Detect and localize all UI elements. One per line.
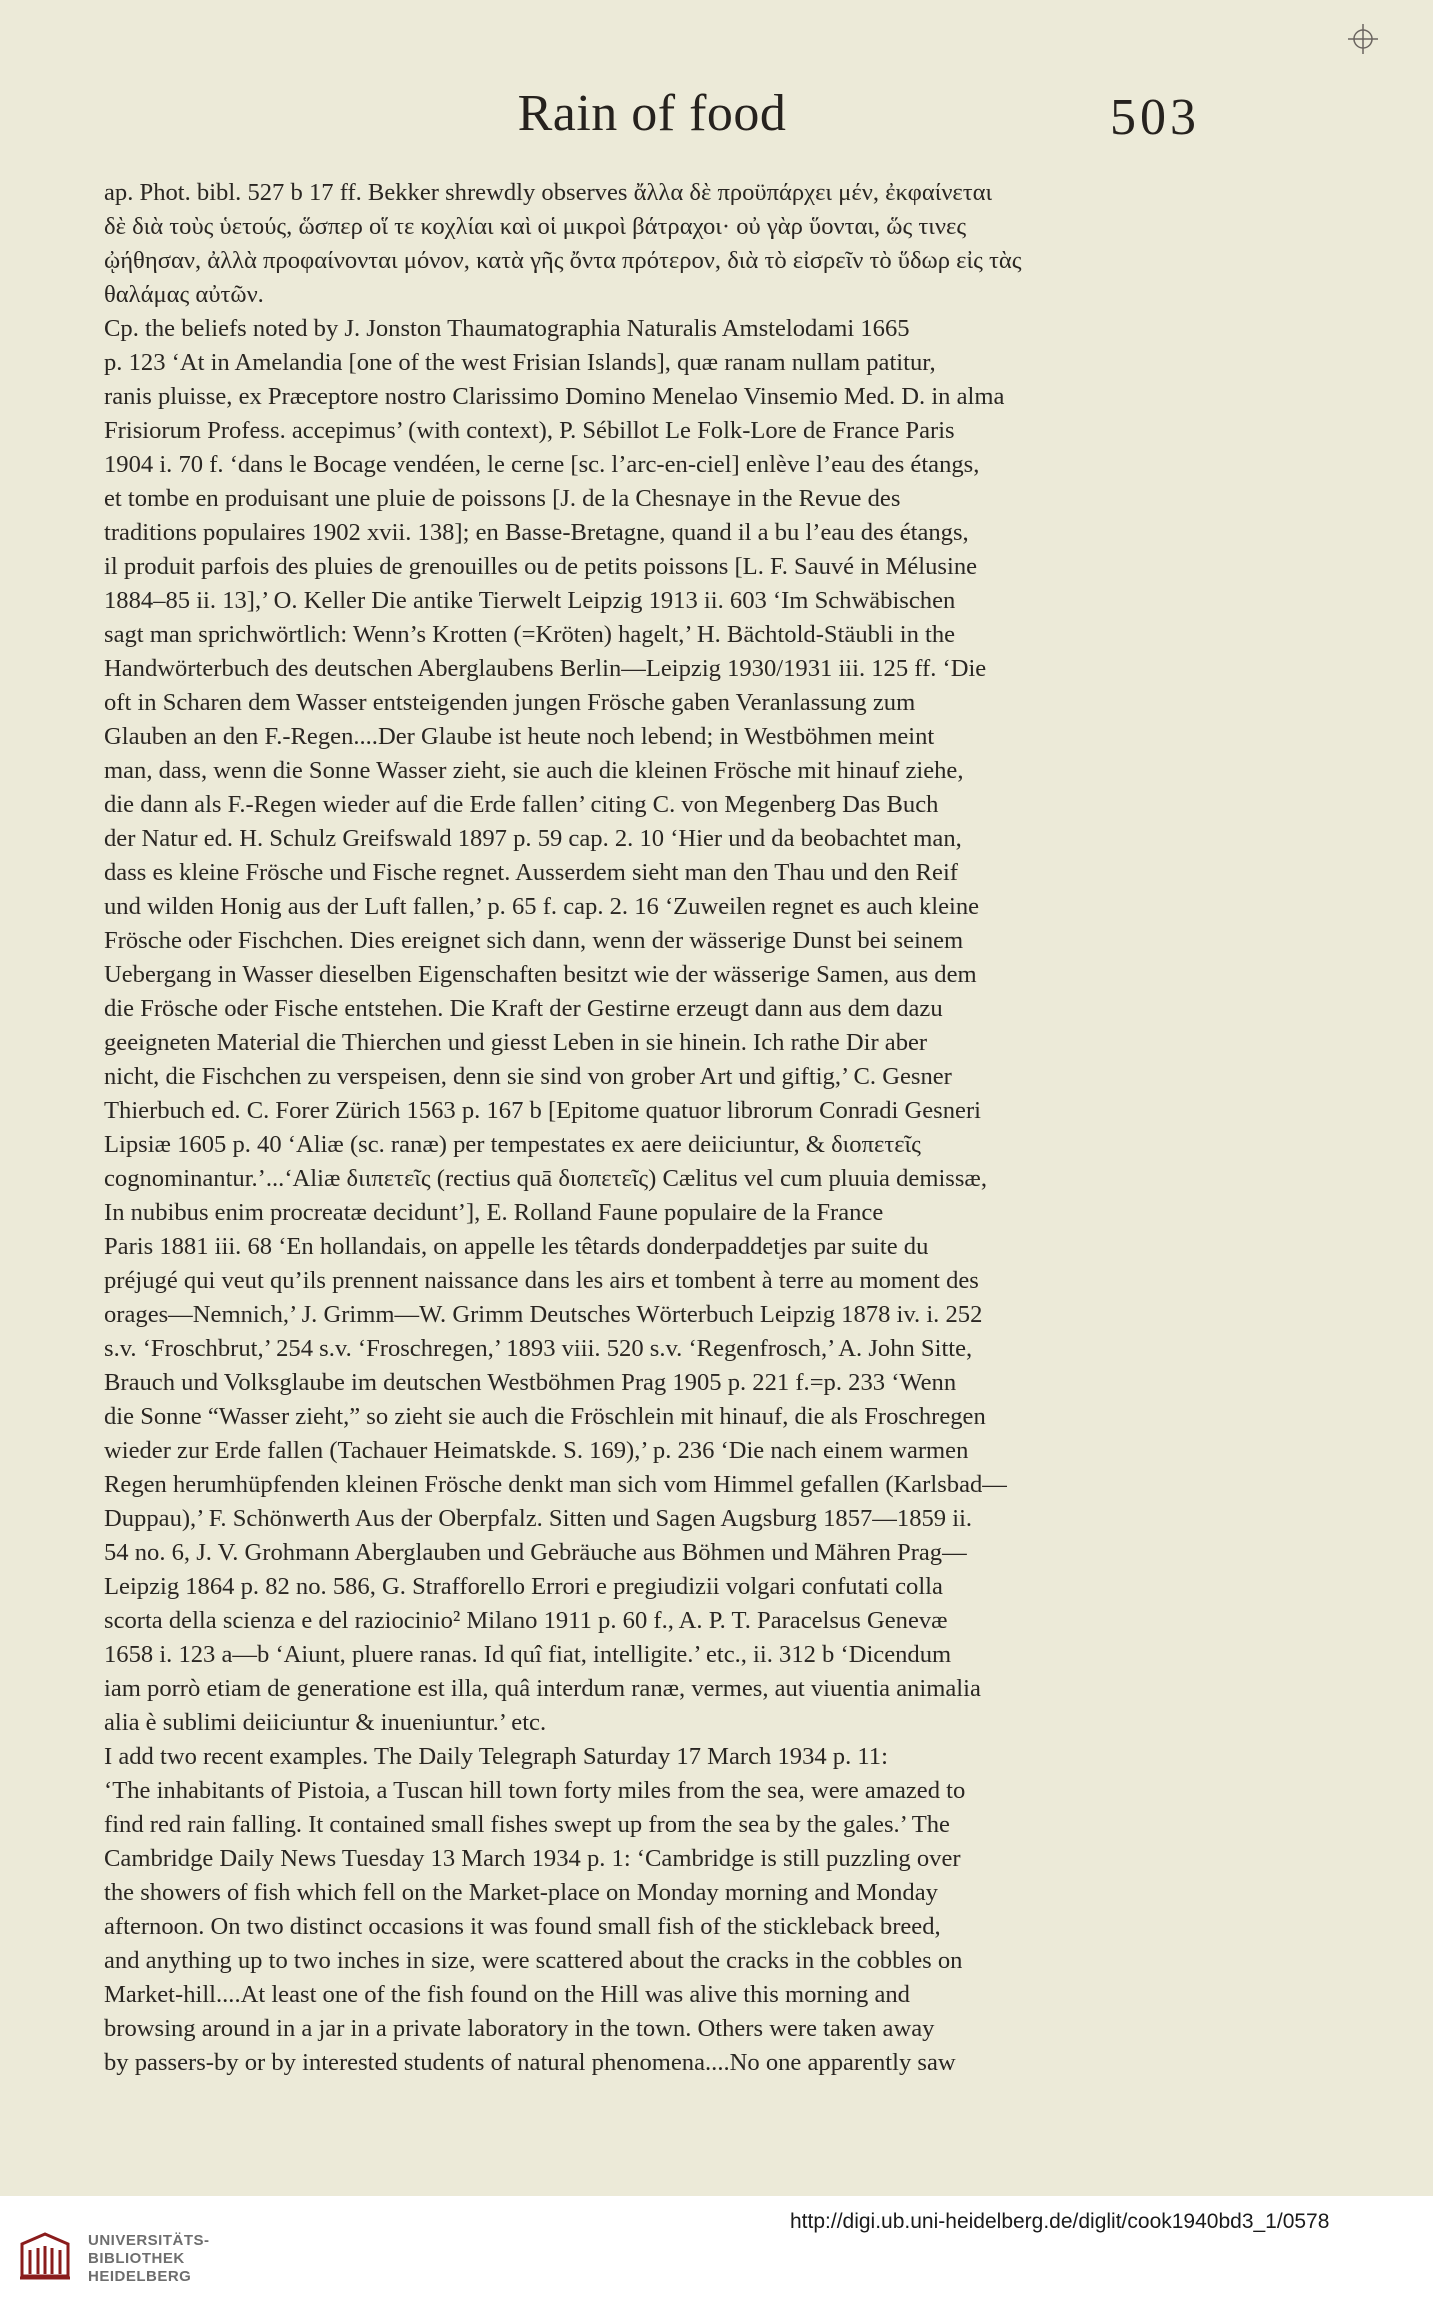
text-line: die Sonne “Wasser zieht,” so zieht sie auch die Fröschlein mit hinauf, die als Froschregen [104,1403,986,1430]
text-line: orages—Nemnich,’ J. Grimm—W. Grimm Deutsches Wörterbuch Leipzig 1878 iv. i. 252 [104,1301,983,1328]
text-line: Brauch und Volksglaube im deutschen Westböhmen Prag 1905 p. 221 f.=p. 233 ‘Wenn [104,1369,957,1396]
text-line: traditions populaires 1902 xvii. 138]; en Basse-Bretagne, quand il a bu l’eau des étangs, [104,519,969,546]
university-library-logo-icon [16,2230,74,2284]
text-line: δὲ διὰ τοὺς ὑετούς, ὥσπερ οἵ τε κοχλίαι καὶ οἱ μικροὶ βάτραχοι· οὐ γὰρ ὕονται, ὥς τινες [104,213,967,240]
text-line: Leipzig 1864 p. 82 no. 586, G. Strafforello Errori e pregiudizii volgari confutati colla [104,1573,943,1600]
text-line: browsing around in a jar in a private laboratory in the town. Others were taken away [104,2015,935,2042]
text-line: oft in Scharen dem Wasser entsteigenden jungen Frösche gaben Veranlassung zum [104,689,916,716]
text-line: Cp. the beliefs noted by J. Jonston Thaumatographia Naturalis Amstelodami 1665 [104,315,910,342]
text-line: die Frösche oder Fische entstehen. Die Kraft der Gestirne erzeugt dann aus dem dazu [104,995,943,1022]
source-url[interactable]: http://digi.ub.uni-heidelberg.de/diglit/cook1940bd3_1/0578 [790,2210,1330,2233]
text-line: Lipsiæ 1605 p. 40 ‘Aliæ (sc. ranæ) per tempestates ex aere deiiciuntur, & διοπετεῖς [104,1131,921,1158]
text-line: ᾠήθησαν, ἀλλὰ προφαίνονται μόνον, κατὰ γῆς ὄντα πρότερον, διὰ τὸ εἰσρεῖν τὸ ὕδωρ εἰς τὰς [104,247,1022,274]
running-title: Rain of food [517,85,787,142]
text-line: Duppau),’ F. Schönwerth Aus der Oberpfalz. Sitten und Sagen Augsburg 1857—1859 ii. [104,1505,973,1532]
text-line: ranis pluisse, ex Præceptore nostro Clarissimo Domino Menelao Vinsemio Med. D. in alma [104,383,1005,410]
text-line: wieder zur Erde fallen (Tachauer Heimatskde. S. 169),’ p. 236 ‘Die nach einem warmen [104,1437,969,1464]
logo-line: UNIVERSITÄTS- [88,2232,210,2249]
body-text [104,176,1200,2080]
text-line: 1658 i. 123 a—b ‘Aiunt, pluere ranas. Id quî fiat, intelligite.’ etc., ii. 312 b ‘Dicendum [104,1641,952,1668]
text-line: 1884–85 ii. 13],’ O. Keller Die antike Tierwelt Leipzig 1913 ii. 603 ‘Im Schwäbischen [104,587,956,614]
text-line: Frösche oder Fischchen. Dies ereignet sich dann, wenn der wässerige Dunst bei seinem [104,927,964,954]
text-line: geeigneten Material die Thierchen und giesst Leben in sie hinein. Ich rathe Dir aber [104,1029,928,1056]
text-line: Uebergang in Wasser dieselben Eigenschaften besitzt wie der wässerige Samen, aus dem [104,961,977,988]
running-head [104,76,1200,146]
text-line: alia è sublimi deiiciuntur & inueniuntur.’ etc. [104,1709,547,1736]
library-logo-text [88,2232,210,2286]
text-line: man, dass, wenn die Sonne Wasser zieht, sie auch die kleinen Frösche mit hinauf ziehe, [104,757,964,784]
text-line: 54 no. 6, J. V. Grohmann Aberglauben und Gebräuche aus Böhmen und Mähren Prag— [104,1539,967,1566]
text-line: ap. Phot. bibl. 527 b 17 ff. Bekker shrewdly observes ἄλλα δὲ προϋπάρχει μέν, ἐκφαίνεται [104,179,993,206]
text-line: cognominantur.’...‘Aliæ διιπετεῖς (rectius quā διοπετεῖς) Cælitus vel cum pluuia demissæ, [104,1165,987,1192]
library-logo [16,2222,276,2292]
text-line: find red rain falling. It contained small fishes swept up from the sea by the gales.’ The [104,1811,950,1838]
text-line: Market-hill....At least one of the fish found on the Hill was alive this morning and [104,1981,910,2008]
text-line: Frisiorum Profess. accepimus’ (with context), P. Sébillot Le Folk-Lore de France Paris [104,417,955,444]
text-line: sagt man sprichwörtlich: Wenn’s Krotten (=Kröten) hagelt,’ H. Bächtold-Stäubli in the [104,621,956,648]
text-line: scorta della scienza e del raziocinio² Milano 1911 p. 60 f., A. P. T. Paracelsus Genevæ [104,1607,948,1634]
text-line: Handwörterbuch des deutschen Aberglaubens Berlin—Leipzig 1930/1931 iii. 125 ff. ‘Die [104,655,987,682]
text-line: p. 123 ‘At in Amelandia [one of the west Frisian Islands], quæ ranam nullam patitur, [104,349,936,376]
text-line: and anything up to two inches in size, were scattered about the cracks in the cobbles on [104,1947,963,1974]
text-line: préjugé qui veut qu’ils prennent naissance dans les airs et tombent à terre au moment des [104,1267,979,1294]
text-line: die dann als F.-Regen wieder auf die Erde fallen’ citing C. von Megenberg Das Buch [104,791,939,818]
text-line: Regen herumhüpfenden kleinen Frösche denkt man sich vom Himmel gefallen (Karlsbad— [104,1471,1007,1498]
text-line: I add two recent examples. The Daily Telegraph Saturday 17 March 1934 p. 11: [104,1743,888,1770]
text-line: und wilden Honig aus der Luft fallen,’ p. 65 f. cap. 2. 16 ‘Zuweilen regnet es auch kleine [104,893,980,920]
text-line: s.v. ‘Froschbrut,’ 254 s.v. ‘Froschregen,’ 1893 viii. 520 s.v. ‘Regenfrosch,’ A. John Sitte, [104,1335,973,1362]
text-line: iam porrò etiam de generatione est illa, quâ interdum ranæ, vermes, aut viuentia animalia [104,1675,981,1702]
text-line: by passers-by or by interested students of natural phenomena....No one apparently saw [104,2049,956,2076]
text-line: et tombe en produisant une pluie de poissons [J. de la Chesnaye in the Revue des [104,485,901,512]
text-line: der Natur ed. H. Schulz Greifswald 1897 p. 59 cap. 2. 10 ‘Hier und da beobachtet man, [104,825,962,852]
text-line: 1904 i. 70 f. ‘dans le Bocage vendéen, le cerne [sc. l’arc-en-ciel] enlève l’eau des étangs, [104,451,980,478]
page-number: 503 [1110,89,1200,146]
logo-line: BIBLIOTHEK [88,2250,185,2267]
footer [0,2196,1433,2316]
registration-mark-icon [1348,24,1378,54]
text-line: Glauben an den F.-Regen....Der Glaube ist heute noch lebend; in Westböhmen meint [104,723,935,750]
text-line: dass es kleine Frösche und Fische regnet. Ausserdem sieht man den Thau und den Reif [104,859,958,886]
text-line: θαλάμας αὐτῶν. [104,281,264,308]
text-line: the showers of fish which fell on the Market-place on Monday morning and Monday [104,1879,938,1906]
text-line: afternoon. On two distinct occasions it was found small fish of the stickleback breed, [104,1913,941,1940]
logo-line: HEIDELBERG [88,2268,192,2285]
text-line: il produit parfois des pluies de grenouilles ou de petits poissons [L. F. Sauvé in Mélusine [104,553,978,580]
text-line: Cambridge Daily News Tuesday 13 March 1934 p. 1: ‘Cambridge is still puzzling over [104,1845,961,1872]
text-line: nicht, die Fischchen zu verspeisen, denn sie sind von grober Art und giftig,’ C. Gesner [104,1063,952,1090]
text-line: In nubibus enim procreatæ decidunt’], E. Rolland Faune populaire de la France [104,1199,884,1226]
text-line: Paris 1881 iii. 68 ‘En hollandais, on appelle les têtards donderpaddetjes par suite du [104,1233,929,1260]
text-line: ‘The inhabitants of Pistoia, a Tuscan hill town forty miles from the sea, were amazed to [104,1777,966,1804]
text-line: Thierbuch ed. C. Forer Zürich 1563 p. 167 b [Epitome quatuor librorum Conradi Gesneri [104,1097,981,1124]
